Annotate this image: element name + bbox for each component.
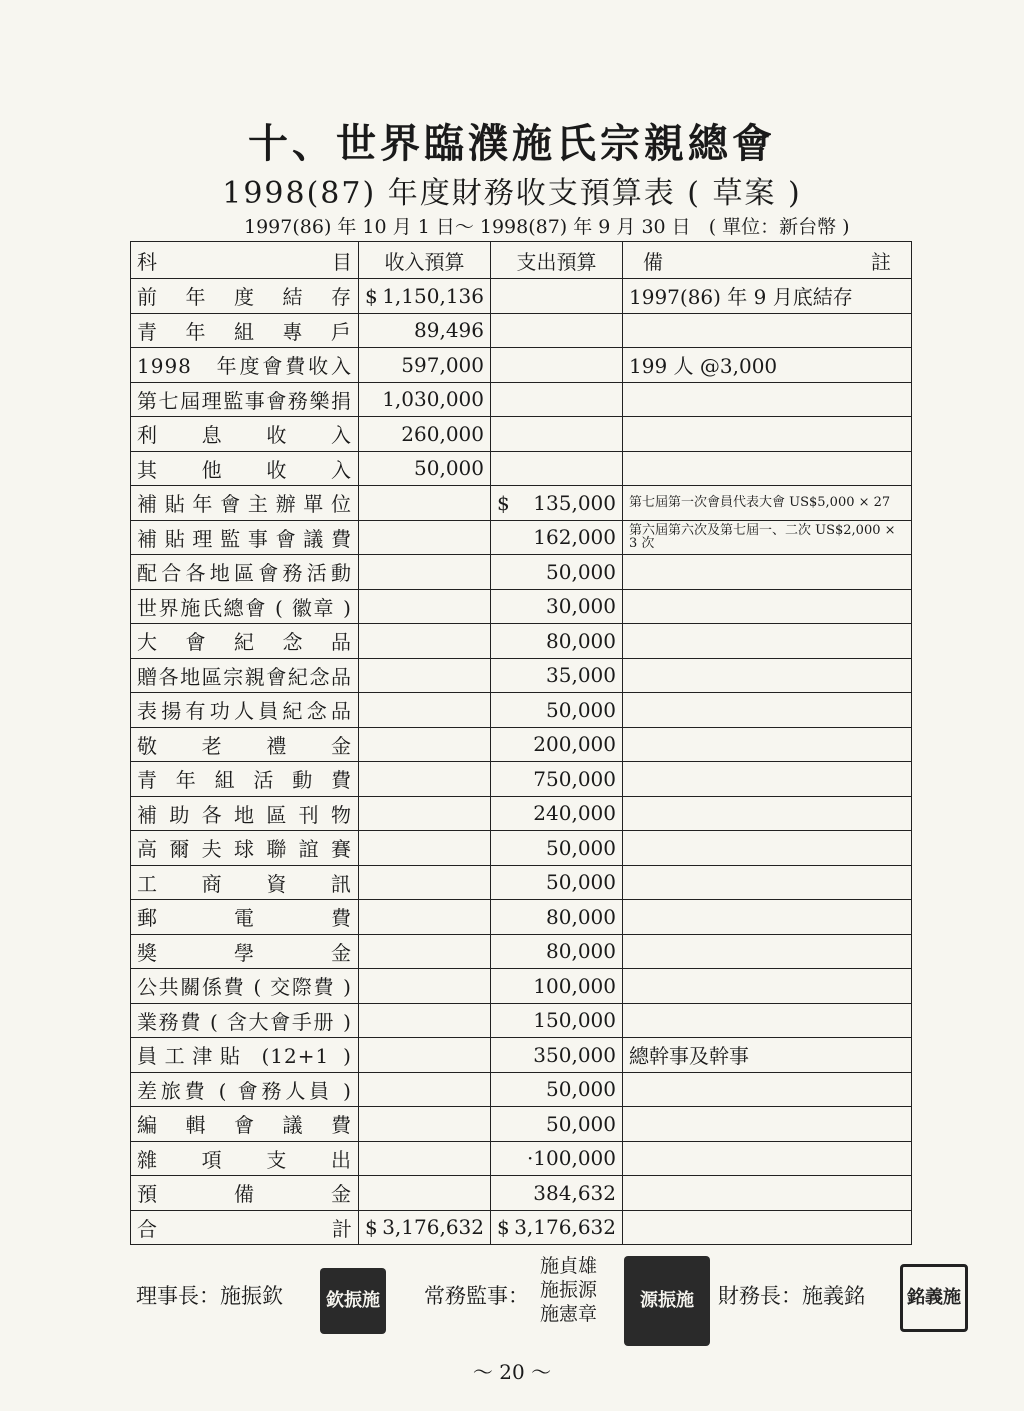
row-item bbox=[131, 279, 359, 314]
expense-value: 350,000 bbox=[533, 1042, 616, 1067]
row-note bbox=[623, 796, 912, 831]
expense-value: 30,000 bbox=[546, 594, 616, 619]
row-note bbox=[623, 279, 912, 314]
expense-value: 162,000 bbox=[533, 525, 616, 550]
row-item-label: 補助各地區刊物 bbox=[137, 802, 352, 827]
row-item-label: 公共關係費 ( 交際費 ) bbox=[137, 975, 352, 1000]
header-item bbox=[131, 242, 359, 279]
total-label-left: 合 bbox=[137, 1216, 157, 1241]
row-expense bbox=[491, 279, 623, 314]
row-income bbox=[359, 486, 491, 521]
table-row bbox=[131, 865, 912, 900]
table-row bbox=[131, 279, 912, 314]
table-row bbox=[131, 486, 912, 521]
expense-value: 50,000 bbox=[546, 559, 616, 584]
page-title: 十、世界臨濮施氏宗親總會 bbox=[248, 120, 776, 167]
header-item-left: 科 bbox=[137, 249, 157, 274]
expense-value: 50,000 bbox=[546, 870, 616, 895]
row-expense bbox=[491, 313, 623, 348]
row-note bbox=[623, 1003, 912, 1038]
row-item-label: 補貼理監事會議費 bbox=[137, 526, 352, 551]
table-row bbox=[131, 693, 912, 728]
row-item-label: 世界施氏總會 ( 徽章 ) bbox=[137, 595, 352, 620]
table-header-row bbox=[131, 242, 912, 279]
total-expense bbox=[491, 1210, 623, 1245]
row-income bbox=[359, 382, 491, 417]
row-note bbox=[623, 727, 912, 762]
row-item bbox=[131, 1176, 359, 1211]
row-expense bbox=[491, 624, 623, 659]
seal-glyph: 欽振施 bbox=[326, 1290, 380, 1311]
table-row bbox=[131, 382, 912, 417]
row-note bbox=[623, 762, 912, 797]
row-note bbox=[623, 417, 912, 452]
row-item bbox=[131, 1141, 359, 1176]
table-row bbox=[131, 589, 912, 624]
row-item-label: 青年組專戶 bbox=[137, 319, 352, 344]
row-expense bbox=[491, 520, 623, 555]
row-note bbox=[623, 486, 912, 521]
currency-unit: ( 單位：新台幣 ) bbox=[708, 216, 850, 238]
expense-value: 750,000 bbox=[533, 766, 616, 791]
row-income bbox=[359, 589, 491, 624]
row-item-label: 表揚有功人員紀念品 bbox=[137, 699, 352, 724]
supervisor-seal-stamp bbox=[624, 1256, 710, 1346]
page-number: ～ 20 ～ bbox=[472, 1360, 552, 1384]
table-row bbox=[131, 520, 912, 555]
row-expense bbox=[491, 727, 623, 762]
row-expense bbox=[491, 969, 623, 1004]
row-item bbox=[131, 1038, 359, 1073]
row-expense bbox=[491, 348, 623, 383]
row-item bbox=[131, 831, 359, 866]
row-expense bbox=[491, 1141, 623, 1176]
row-expense bbox=[491, 900, 623, 935]
row-expense bbox=[491, 865, 623, 900]
row-income bbox=[359, 831, 491, 866]
row-note-text: 第六屆第六次及第七屆一、二次 US$2,000 × 3 次 bbox=[629, 523, 896, 552]
supervisor-name: 施貞雄 bbox=[540, 1255, 598, 1277]
row-income bbox=[359, 796, 491, 831]
table-row bbox=[131, 1072, 912, 1107]
row-note bbox=[623, 1107, 912, 1142]
row-note bbox=[623, 1072, 912, 1107]
row-note bbox=[623, 555, 912, 590]
table-row bbox=[131, 417, 912, 452]
budget-table-body bbox=[131, 279, 912, 1211]
total-label-right: 計 bbox=[332, 1216, 352, 1241]
row-note bbox=[623, 589, 912, 624]
expense-value: 50,000 bbox=[546, 835, 616, 860]
row-item bbox=[131, 313, 359, 348]
row-note bbox=[623, 1141, 912, 1176]
date-range-text: 1997(86) 年 10 月 1 日～ 1998(87) 年 9 月 30 日 bbox=[244, 216, 691, 238]
row-item-label: 工商資訊 bbox=[137, 871, 352, 896]
row-item-label: 利息收入 bbox=[137, 423, 352, 448]
total-expense-value: 3,176,632 bbox=[514, 1215, 616, 1240]
row-note bbox=[623, 934, 912, 969]
row-note bbox=[623, 313, 912, 348]
row-item bbox=[131, 1003, 359, 1038]
row-note bbox=[623, 348, 912, 383]
row-note bbox=[623, 658, 912, 693]
row-expense bbox=[491, 417, 623, 452]
row-item bbox=[131, 589, 359, 624]
row-expense bbox=[491, 1072, 623, 1107]
header-income: 收入預算 bbox=[359, 242, 491, 279]
table-row bbox=[131, 796, 912, 831]
table-row bbox=[131, 555, 912, 590]
row-note-text: 199 人 @3,000 bbox=[629, 354, 778, 379]
row-item-label: 高爾夫球聯誼賽 bbox=[137, 837, 352, 862]
row-item-label: 員工津貼 (12+1 ) bbox=[137, 1044, 352, 1069]
income-value: 1,030,000 bbox=[382, 387, 484, 412]
row-expense bbox=[491, 1003, 623, 1038]
row-expense bbox=[491, 934, 623, 969]
row-income bbox=[359, 417, 491, 452]
header-item-right: 目 bbox=[332, 249, 352, 274]
row-item bbox=[131, 417, 359, 452]
row-item-label: 雜項支出 bbox=[137, 1147, 352, 1172]
row-note bbox=[623, 520, 912, 555]
row-item-label: 編輯會議費 bbox=[137, 1113, 352, 1138]
row-item bbox=[131, 934, 359, 969]
table-row bbox=[131, 313, 912, 348]
table-row bbox=[131, 1003, 912, 1038]
row-item-label: 獎學金 bbox=[137, 940, 352, 965]
table-row bbox=[131, 348, 912, 383]
row-note-text: 總幹事及幹事 bbox=[629, 1044, 749, 1069]
income-value: 260,000 bbox=[401, 421, 484, 446]
row-expense bbox=[491, 589, 623, 624]
total-label bbox=[131, 1210, 359, 1245]
row-item bbox=[131, 520, 359, 555]
table-row bbox=[131, 727, 912, 762]
budget-table bbox=[130, 241, 912, 1245]
table-row bbox=[131, 451, 912, 486]
table-row bbox=[131, 969, 912, 1004]
row-note bbox=[623, 865, 912, 900]
row-item bbox=[131, 796, 359, 831]
income-dollar-sign: $ bbox=[365, 283, 378, 308]
row-income bbox=[359, 1176, 491, 1211]
table-row bbox=[131, 1038, 912, 1073]
row-expense bbox=[491, 451, 623, 486]
row-item bbox=[131, 382, 359, 417]
treasurer-seal-stamp bbox=[900, 1264, 968, 1332]
row-note bbox=[623, 624, 912, 659]
supervisor-name: 施振源 bbox=[540, 1279, 598, 1301]
supervisor-title: 常務監事： bbox=[424, 1284, 529, 1308]
row-expense bbox=[491, 831, 623, 866]
expense-value: 240,000 bbox=[533, 801, 616, 826]
expense-value: 80,000 bbox=[546, 904, 616, 929]
expense-value: 80,000 bbox=[546, 628, 616, 653]
expense-value: 50,000 bbox=[546, 1111, 616, 1136]
header-note-left: 備 bbox=[643, 249, 663, 274]
row-item-label: 補貼年會主辦單位 bbox=[137, 492, 352, 517]
row-note-text: 1997(86) 年 9 月底結存 bbox=[629, 285, 853, 310]
income-value: 1,150,136 bbox=[382, 283, 484, 308]
row-note bbox=[623, 969, 912, 1004]
row-expense bbox=[491, 1176, 623, 1211]
seal-glyph: 源振施 bbox=[640, 1290, 694, 1311]
row-income bbox=[359, 1003, 491, 1038]
row-item-label: 預備金 bbox=[137, 1182, 352, 1207]
row-income bbox=[359, 1141, 491, 1176]
chairman-signature: 理事長：施振欽 bbox=[136, 1284, 283, 1308]
table-row bbox=[131, 624, 912, 659]
row-income bbox=[359, 865, 491, 900]
expense-value: 80,000 bbox=[546, 939, 616, 964]
row-item-label: 業務費 ( 含大會手册 ) bbox=[137, 1009, 352, 1034]
row-income bbox=[359, 1107, 491, 1142]
row-income bbox=[359, 969, 491, 1004]
row-item bbox=[131, 1072, 359, 1107]
income-value: 50,000 bbox=[414, 456, 484, 481]
row-income bbox=[359, 555, 491, 590]
row-income bbox=[359, 348, 491, 383]
header-note-right: 註 bbox=[871, 249, 891, 274]
row-item bbox=[131, 865, 359, 900]
expense-value: 150,000 bbox=[533, 1008, 616, 1033]
row-income bbox=[359, 1072, 491, 1107]
row-item-label: 配合各地區會務活動 bbox=[137, 561, 352, 586]
row-item bbox=[131, 1107, 359, 1142]
row-item bbox=[131, 762, 359, 797]
row-item bbox=[131, 969, 359, 1004]
table-row bbox=[131, 900, 912, 935]
total-income-dollar: $ bbox=[365, 1215, 378, 1240]
expense-value: 50,000 bbox=[546, 697, 616, 722]
row-item bbox=[131, 348, 359, 383]
row-note bbox=[623, 451, 912, 486]
expense-value: ·100,000 bbox=[526, 1146, 616, 1171]
row-expense bbox=[491, 1107, 623, 1142]
income-value: 89,496 bbox=[414, 318, 484, 343]
row-item-label: 1998 年度會費收入 bbox=[137, 354, 352, 379]
total-expense-dollar: $ bbox=[497, 1215, 510, 1240]
date-range bbox=[244, 212, 850, 239]
row-item bbox=[131, 486, 359, 521]
row-item-label: 前年度結存 bbox=[137, 285, 352, 310]
row-item-label: 第七屆理監事會務樂捐 bbox=[137, 388, 352, 413]
row-income bbox=[359, 624, 491, 659]
row-income bbox=[359, 279, 491, 314]
expense-value: 100,000 bbox=[533, 973, 616, 998]
expense-value: 35,000 bbox=[546, 663, 616, 688]
header-expense: 支出預算 bbox=[491, 242, 623, 279]
table-row bbox=[131, 1141, 912, 1176]
table-row bbox=[131, 658, 912, 693]
table-row bbox=[131, 831, 912, 866]
row-item bbox=[131, 555, 359, 590]
supervisor-names bbox=[540, 1254, 597, 1326]
row-expense bbox=[491, 486, 623, 521]
row-expense bbox=[491, 762, 623, 797]
row-note-text: 第七屆第一次會員代表大會 US$5,000 × 27 bbox=[629, 495, 891, 511]
row-expense bbox=[491, 382, 623, 417]
total-row bbox=[131, 1210, 912, 1245]
row-item-label: 大會紀念品 bbox=[137, 630, 352, 655]
row-item bbox=[131, 900, 359, 935]
row-expense bbox=[491, 693, 623, 728]
row-item bbox=[131, 451, 359, 486]
row-item-label: 差旅費 ( 會務人員 ) bbox=[137, 1078, 352, 1103]
row-note bbox=[623, 1038, 912, 1073]
treasurer-signature: 財務長：施義銘 bbox=[718, 1284, 865, 1308]
total-income-value: 3,176,632 bbox=[382, 1215, 484, 1240]
row-item-label: 敬老禮金 bbox=[137, 733, 352, 758]
signature-area bbox=[0, 1255, 1024, 1340]
total-income bbox=[359, 1210, 491, 1245]
row-note bbox=[623, 1176, 912, 1211]
seal-glyph: 銘義施 bbox=[907, 1287, 961, 1308]
page-subtitle: 1998(87) 年度財務收支預算表 ( 草案 ) bbox=[222, 176, 802, 211]
row-income bbox=[359, 451, 491, 486]
row-note bbox=[623, 831, 912, 866]
expense-value: 384,632 bbox=[533, 1180, 616, 1205]
expense-value: 200,000 bbox=[533, 732, 616, 757]
row-item-label: 贈各地區宗親會紀念品 bbox=[137, 664, 352, 689]
row-income bbox=[359, 693, 491, 728]
row-item-label: 郵電費 bbox=[137, 906, 352, 931]
total-note bbox=[623, 1210, 912, 1245]
row-expense bbox=[491, 658, 623, 693]
row-income bbox=[359, 520, 491, 555]
table-row bbox=[131, 1107, 912, 1142]
row-income bbox=[359, 727, 491, 762]
expense-value: 50,000 bbox=[546, 1077, 616, 1102]
row-income bbox=[359, 934, 491, 969]
chairman-seal-stamp bbox=[320, 1268, 386, 1334]
table-row bbox=[131, 934, 912, 969]
header-note bbox=[623, 242, 912, 279]
row-note bbox=[623, 900, 912, 935]
row-item bbox=[131, 624, 359, 659]
income-value: 597,000 bbox=[401, 352, 484, 377]
row-item bbox=[131, 727, 359, 762]
row-item-label: 其他收入 bbox=[137, 457, 352, 482]
row-income bbox=[359, 313, 491, 348]
row-income bbox=[359, 762, 491, 797]
expense-dollar-sign: $ bbox=[497, 490, 510, 515]
row-income bbox=[359, 658, 491, 693]
row-expense bbox=[491, 555, 623, 590]
table-row bbox=[131, 1176, 912, 1211]
row-income bbox=[359, 900, 491, 935]
row-expense bbox=[491, 1038, 623, 1073]
supervisor-name: 施憲章 bbox=[540, 1303, 598, 1325]
row-note bbox=[623, 382, 912, 417]
row-item bbox=[131, 658, 359, 693]
row-expense bbox=[491, 796, 623, 831]
row-note bbox=[623, 693, 912, 728]
row-item-label: 青年組活動費 bbox=[137, 768, 352, 793]
row-item bbox=[131, 693, 359, 728]
expense-value: 135,000 bbox=[533, 490, 616, 515]
table-row bbox=[131, 762, 912, 797]
row-income bbox=[359, 1038, 491, 1073]
